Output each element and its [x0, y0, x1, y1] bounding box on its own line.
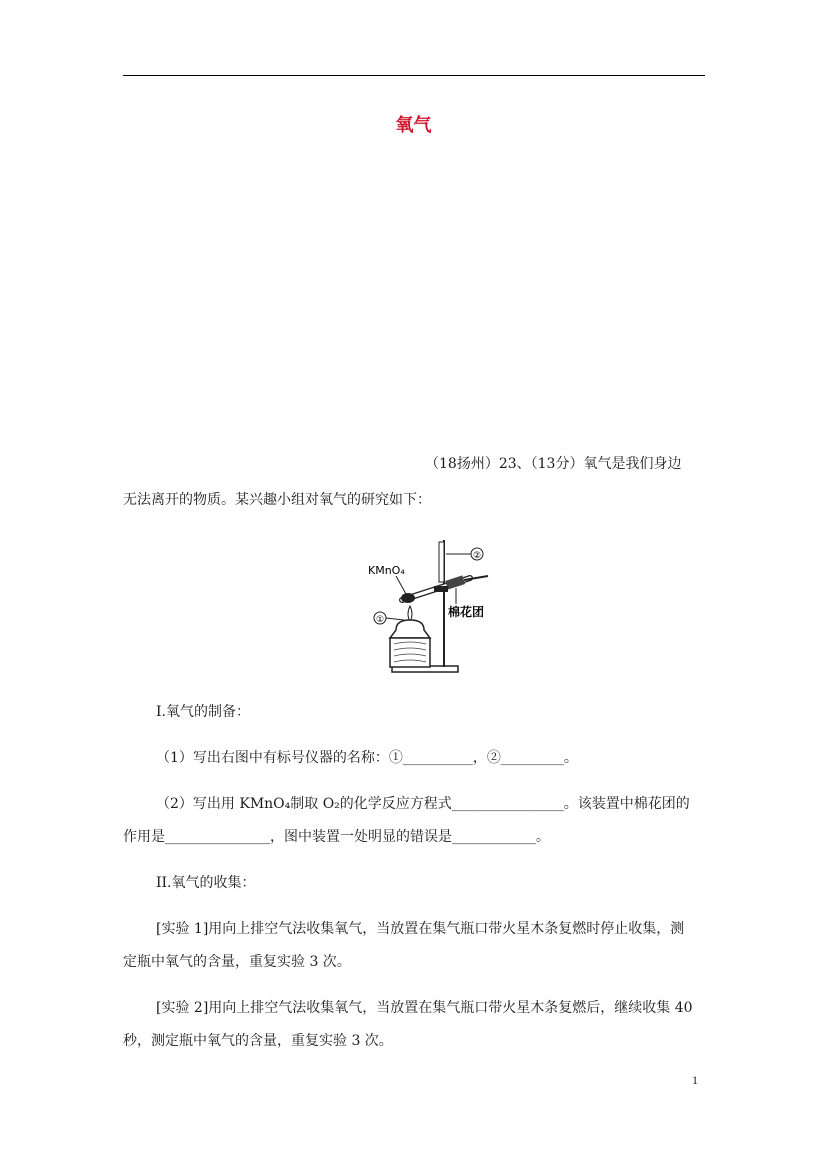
section1-question2-line2: 作用是_______________，图中装置一处明显的错误是____________。 [123, 829, 550, 845]
vertical-tube [439, 542, 444, 582]
clamp [434, 586, 448, 592]
kmno4-powder [401, 593, 415, 603]
experiment2-line2: 秒，测定瓶中氧气的含量，重复实验 3 次。 [123, 1033, 393, 1049]
page-number: 1 [692, 1073, 698, 1087]
cotton-plug [445, 575, 465, 589]
experiment2-line1: [实验 2]用向上排空气法收集氧气，当放置在集气瓶口带火星木条复燃后，继续收集 40 [156, 1000, 693, 1016]
question-header: （18扬州）23、（13分）氧气是我们身边 [425, 456, 682, 472]
section2-heading: II.氧气的收集： [156, 875, 256, 891]
alcohol-lamp [390, 620, 430, 638]
question-intro: 无法离开的物质。某兴趣小组对氧气的研究如下： [123, 492, 431, 508]
page-title: 氧气 [395, 115, 432, 136]
marker-1-label: ① [375, 615, 385, 625]
experiment1-line1: [实验 1]用向上排空气法收集氧气，当放置在集气瓶口带火星木条复燃时停止收集，测 [156, 921, 685, 937]
cotton-label: 棉花团 [448, 605, 485, 619]
section1-heading: I.氧气的制备： [156, 704, 250, 720]
section1-question2-line1: （2）写出用 KMnO₄制取 O₂的化学反应方程式________________。该装置中棉花团的 [156, 796, 690, 812]
section1-question1: （1）写出右图中有标号仪器的名称：①__________，②_________。 [156, 750, 578, 766]
marker-2-label: ② [472, 551, 482, 561]
kmno4-label: KMnO₄ [368, 564, 405, 577]
experiment1-line2: 定瓶中氧气的含量，重复实验 3 次。 [123, 954, 351, 970]
apparatus-diagram [360, 534, 490, 676]
header-rule [123, 75, 705, 76]
apparatus-figure [360, 534, 490, 676]
